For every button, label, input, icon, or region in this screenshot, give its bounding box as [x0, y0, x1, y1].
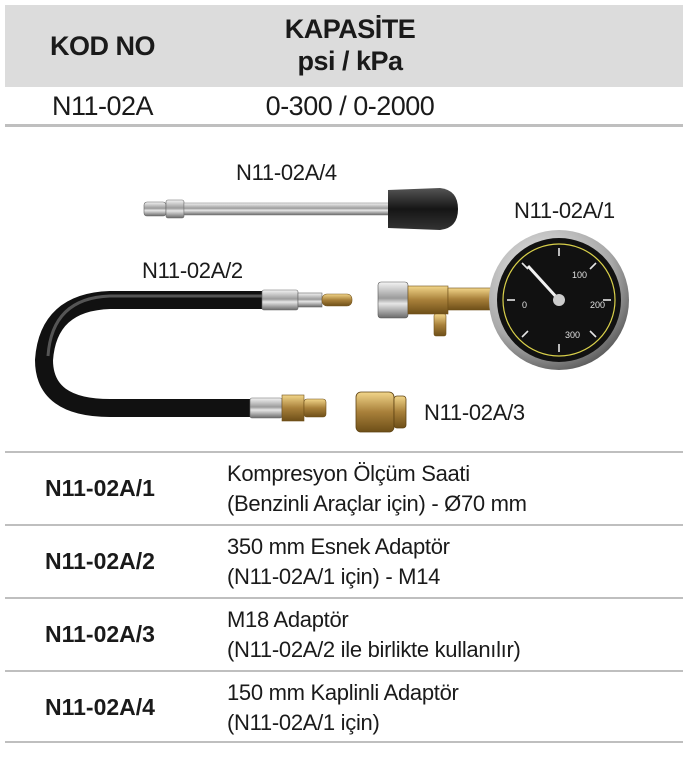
part-description-line: M18 Adaptör	[227, 607, 349, 632]
product-capacity: 0-300 / 0-2000	[265, 90, 435, 121]
part-description-line: (N11-02A/2 ile birlikte kullanılır)	[227, 637, 521, 662]
callout-hose: N11-02A/2	[142, 258, 243, 283]
spec-table-row	[5, 87, 683, 125]
part-description	[227, 459, 527, 519]
gauge-scale-label: 0	[522, 300, 528, 310]
table-row	[5, 670, 683, 743]
code-column-header: KOD NO	[50, 30, 155, 61]
callout-extension: N11-02A/4	[236, 160, 337, 185]
part-description-line: 350 mm Esnek Adaptör	[227, 534, 450, 559]
callout-gauge: N11-02A/1	[514, 198, 615, 223]
svg-text:100	[572, 270, 587, 280]
gauge-scale-label: 200	[590, 300, 606, 310]
part-code: N11-02A/3	[45, 621, 155, 647]
extension-adaptor	[144, 188, 458, 230]
svg-text:300	[565, 330, 580, 340]
part-description-line: (N11-02A/1 için) - M14	[227, 564, 441, 589]
capacity-header-title: KAPASİTE	[284, 14, 416, 44]
product-code: N11-02A	[51, 90, 154, 121]
spec-table-header	[5, 5, 683, 87]
product-figure	[0, 130, 688, 450]
part-description-line: (N11-02A/1 için)	[227, 710, 380, 735]
part-description-line: (Benzinli Araçlar için) - Ø70 mm	[227, 491, 527, 516]
spec-table-divider	[5, 124, 683, 127]
part-description-line: Kompresyon Ölçüm Saati	[227, 461, 470, 486]
part-description	[227, 678, 459, 738]
part-code: N11-02A/2	[45, 548, 155, 574]
product-illustration	[0, 130, 688, 450]
parts-table	[5, 451, 683, 743]
part-code: N11-02A/1	[45, 475, 155, 501]
table-row	[5, 524, 683, 597]
capacity-column-header	[225, 13, 475, 77]
part-description	[227, 605, 521, 665]
svg-text:200	[590, 300, 605, 310]
part-description	[227, 532, 450, 592]
part-code: N11-02A/4	[45, 694, 155, 720]
svg-text:0	[522, 300, 527, 310]
flexible-hose-adaptor	[44, 290, 352, 421]
compression-gauge	[378, 230, 629, 370]
gauge-scale-label: 100	[572, 270, 588, 280]
table-row	[5, 597, 683, 670]
m18-adaptor	[356, 392, 406, 432]
callout-adaptor: N11-02A/3	[424, 400, 525, 425]
table-row	[5, 451, 683, 524]
capacity-header-unit: psi / kPa	[297, 46, 403, 76]
gauge-scale-label: 300	[565, 330, 581, 340]
part-description-line: 150 mm Kaplinli Adaptör	[227, 680, 459, 705]
